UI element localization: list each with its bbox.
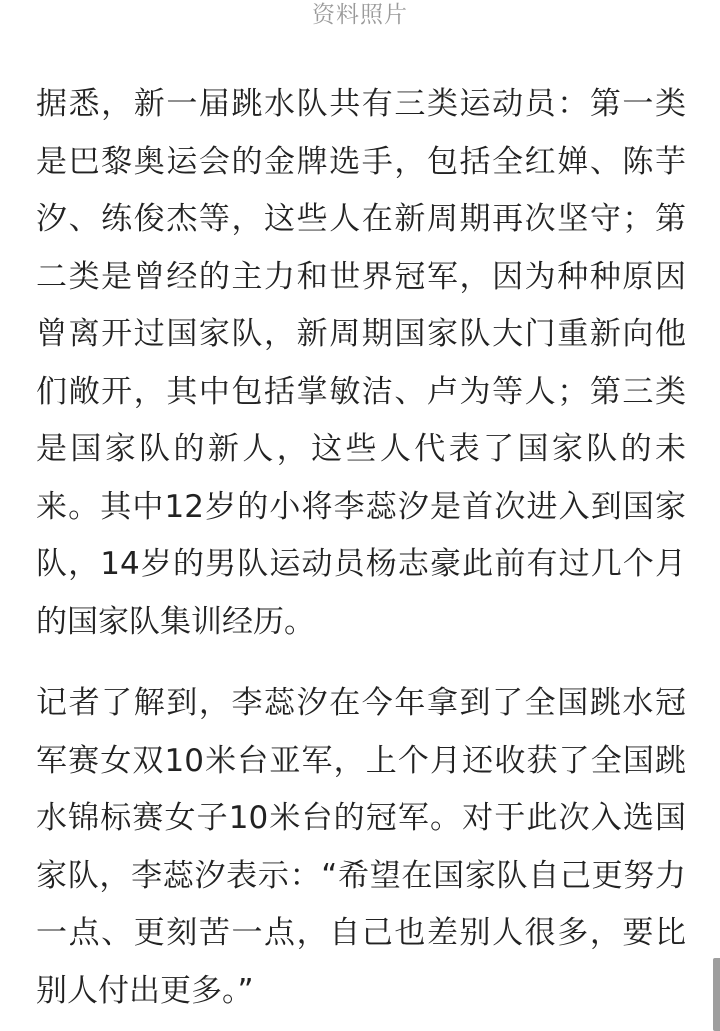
- photo-caption: 资料照片: [312, 2, 408, 28]
- article-paragraph: 据悉，新一届跳水队共有三类运动员：第一类是巴黎奥运会的金牌选手，包括全红婵、陈芋汐、练俊杰等，这些人在新周期再次坚守；第二类是曾经的主力和世界冠军，因为种种原因曾离开过国家队，新周期国家队大门重新向他们敞开，其中包括掌敏洁、卢为等人；第三类是国家队的新人，这些人代表了国家队的未来。其中12岁的小将李蕊汐是首次进入到国家队，14岁的男队运动员杨志豪此前有过几个月的国家队集训经历。: [36, 86, 686, 640]
- article-paragraph: 记者了解到，李蕊汐在今年拿到了全国跳水冠军赛女双10米台亚军，上个月还收获了全国跳水锦标赛女子10米台的冠军。对于此次入选国家队，李蕊汐表示：“希望在国家队自己更努力一点、更刻苦一点，自己也差别人很多，要比别人付出更多。”: [36, 685, 686, 1009]
- scrollbar-thumb[interactable]: [713, 958, 720, 1031]
- article-body: [36, 76, 686, 1031]
